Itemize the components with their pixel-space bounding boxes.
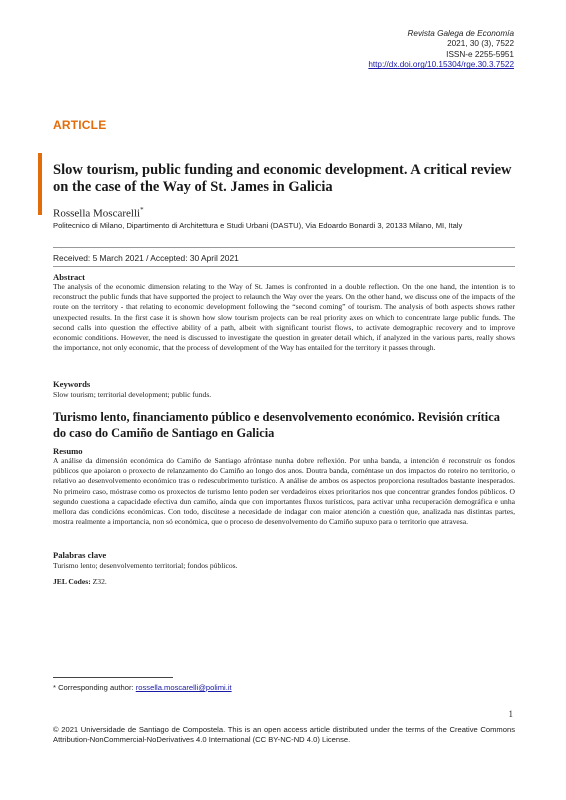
author-email-link[interactable]: rossella.moscarelli@polimi.it: [135, 683, 232, 692]
palabras-clave-heading: Palabras clave: [53, 550, 107, 560]
journal-header: [368, 29, 514, 71]
galician-title: Turismo lento, financiamento público e desenvolvemento económico. Revisión crítica do caso do Camiño de Santiago en Galicia: [53, 410, 500, 440]
license-notice: © 2021 Universidade de Santiago de Compostela. This is an open access article distributed under the terms of the Creative Commons Attribution-NonCommercial-NoDerivatives 4.0 International (CC BY-NC-ND 4.0) License.: [53, 725, 515, 745]
footnote-rule: [53, 677, 173, 678]
page-number: 1: [508, 709, 513, 719]
divider: [53, 266, 515, 267]
abstract-heading: Abstract: [53, 272, 85, 282]
keywords-text: Slow tourism; territorial development; public funds.: [53, 390, 212, 399]
article-title: Slow tourism, public funding and economic development. A critical review on the case of the Way of St. James in Galicia: [53, 162, 512, 195]
author-name: Rossella Moscarelli: [53, 207, 141, 220]
article-type-label: ARTICLE: [53, 118, 107, 132]
author-mark: *: [140, 206, 144, 214]
doi-link[interactable]: http://dx.doi.org/10.15304/rge.30.3.7522: [368, 60, 514, 70]
jel-values: Z32.: [92, 577, 107, 586]
jel-label: JEL Codes:: [53, 577, 91, 586]
author-affiliation: Politecnico di Milano, Dipartimento di Architettura e Studi Urbani (DASTU), Via Edoardo Bonardi 3, 20133 Milano, MI, Italy: [53, 221, 463, 230]
palabras-clave-text: Turismo lento; desenvolvemento territorial; fondos públicos.: [53, 561, 238, 570]
divider: [53, 247, 515, 248]
jel-codes: [53, 577, 107, 586]
journal-issn: ISSN-e 2255-5951: [446, 49, 514, 59]
author-name-line: [53, 206, 144, 220]
footnote: [53, 683, 232, 692]
title-accent-bar: [38, 153, 42, 215]
received-accepted-dates: Received: 5 March 2021 / Accepted: 30 April 2021: [53, 253, 239, 263]
journal-name: Revista Galega de Economía: [407, 29, 514, 38]
keywords-heading: Keywords: [53, 379, 91, 389]
abstract-text: The analysis of the economic dimension relating to the Way of St. James is confronted in a double reflection. On the one hand, the intention is to reconstruct the public funds that have supported the project to relaunch the Way over the years. On the other hand, we discuss one of the impacts of the route on the territory - that relating to economic development following the “second coming” of tourism. The analysis of both aspects shows rather unexpected results. In the first case it is shown how slow tourism projects can be real priority axes on which to concentrate large public funds. The second calls into question the effective ability of a path, albeit with significant tourist flows, to activate demographic recovery and to improve economic conditions. However, the need is discussed to investigate the question in greater detail which, if analyzed in the various parts, really shows the importance, not only economic, that the process of development of the Way has entailed for the territory it passes through.: [53, 282, 515, 353]
footnote-prefix: * Corresponding author:: [53, 683, 136, 692]
resumo-heading: Resumo: [53, 446, 83, 456]
resumo-text: A análise da dimensión económica do Camiño de Santiago afróntase nunha dobre reflexión. Por unha banda, a intención é reconstruír os fondos públicos que apoiaron o proxecto de relanzamento do Camiño ao longo dos anos. Doutra banda, coméntase un dos impactos do roteiro no territorio, o relativo ao desenvolvemento económico tras o redescubrimento turístico. A análise de ambos os aspectos proporciona resultados bastante inesperados. No primeiro caso, móstrase como os proxectos de turismo lento poden ser verdadeiros eixes prioritarios nos que concentrar grandes fondos públicos. O segundo cuestiona a capacidade efectiva dun camiño, aínda que con importantes fluxos turísticos, para activar unha recuperación demográfica e unha mellora das condicións económicas. Con todo, discútese a necesidade de indagar con maior atención a cuestión que, analizada nas distintas partes, mostra realmente a importancia, non só económica, que o proceso de desenvolvemento do Camiño supuxo para o territorio que atravesa.: [53, 456, 515, 527]
journal-volume: 2021, 30 (3), 7522: [447, 39, 514, 49]
